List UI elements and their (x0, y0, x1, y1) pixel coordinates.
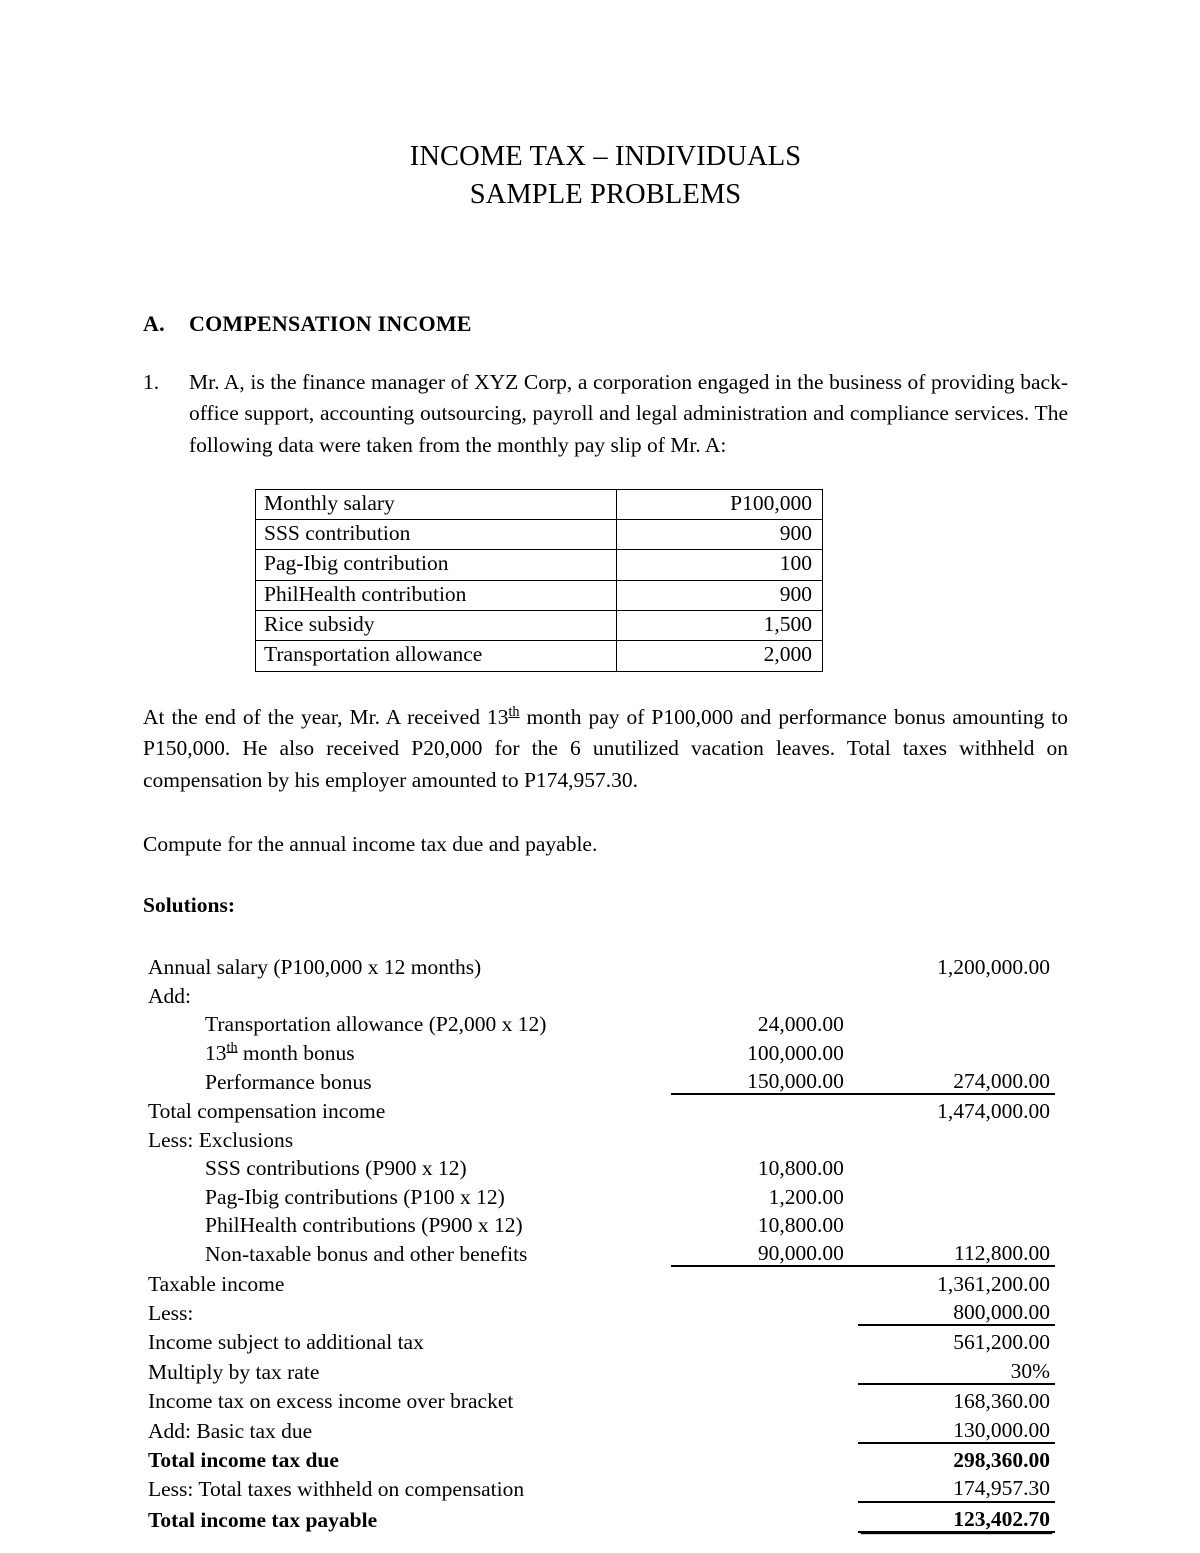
payslip-label: Pag-Ibig contribution (256, 550, 617, 580)
solution-row-label: Less: Exclusions (148, 1127, 294, 1152)
paragraph-compute-instruction: Compute for the annual income tax due and payable. (143, 831, 598, 856)
solution-row-amount (858, 1123, 1055, 1151)
title-line-2: SAMPLE PROBLEMS (469, 178, 742, 210)
problem-text: Mr. A, is the finance manager of XYZ Corp, a corporation engaged in the business of providing back-office support, accounting outsourcing, payroll and legal administration and compliance services. The following data were taken from the monthly pay slip of Mr. A: (189, 369, 1068, 457)
paragraph-year-end (143, 702, 1068, 797)
payslip-label: SSS contribution (256, 519, 617, 549)
solution-row (143, 1296, 1055, 1325)
document-content (143, 138, 1068, 1533)
table-row (256, 489, 823, 519)
solution-row (143, 1123, 1055, 1151)
solution-row-amount: 174,957.30 (858, 1472, 1055, 1501)
solution-row (143, 979, 1055, 1007)
solution-row-subtotal: 1,200.00 (768, 1184, 844, 1209)
solution-row-amount: 168,360.00 (953, 1389, 1050, 1414)
solution-row-subtotal (671, 1296, 858, 1325)
solution-row-subtotal: 90,000.00 (671, 1237, 858, 1266)
solution-row-subtotal: 100,000.00 (747, 1040, 844, 1065)
section-heading-label: COMPENSATION INCOME (189, 310, 472, 336)
solution-row-label: Pag-Ibig contributions (P100 x 12) (205, 1184, 505, 1209)
payslip-label: Rice subsidy (256, 611, 617, 641)
solution-row-label: Total compensation income (148, 1099, 386, 1124)
solution-row-subtotal (671, 951, 858, 979)
solution-row-label: Add: Basic tax due (148, 1418, 313, 1443)
payslip-value: 1,500 (617, 611, 823, 641)
payslip-value: 100 (617, 550, 823, 580)
solution-row-subtotal (671, 1123, 858, 1151)
payslip-value: 2,000 (617, 641, 823, 671)
solution-row-amount (858, 1036, 1055, 1064)
solution-row-label: Transportation allowance (P2,000 x 12) (205, 1012, 547, 1037)
solution-row-label: Non-taxable bonus and other benefits (205, 1242, 528, 1267)
ordinal-suffix-superscript: th (226, 1039, 238, 1056)
solution-row-amount: 130,000.00 (858, 1413, 1055, 1442)
solution-row-amount (858, 1209, 1055, 1237)
solution-row-subtotal (671, 1266, 858, 1295)
solution-row-amount: 274,000.00 (858, 1065, 1055, 1094)
solution-row-label: Less: (148, 1301, 194, 1326)
payslip-label: PhilHealth contribution (256, 580, 617, 610)
solution-row-subtotal (671, 1094, 858, 1123)
payslip-value: 900 (617, 519, 823, 549)
payslip-table (255, 489, 823, 672)
payslip-table-wrapper (143, 489, 1068, 672)
solution-row-subtotal (671, 1413, 858, 1442)
table-row (256, 580, 823, 610)
payslip-table-body (256, 489, 823, 671)
solution-row (143, 1065, 1055, 1094)
solution-row (143, 1502, 1055, 1532)
problem-number: 1. (143, 369, 160, 394)
solution-row (143, 1266, 1055, 1295)
solution-row-label: Income subject to additional tax (148, 1330, 424, 1355)
solution-row-label: Total income tax due (148, 1448, 339, 1473)
paragraph-year-end-part2: month pay of P100,000 and performance bonus amounting to P150,000. He also received P20,000 for the 6 unutilized vacation leaves. Total taxes withheld on compensation by his employer amounted to P174,957.30. (143, 704, 1069, 792)
table-row (256, 611, 823, 641)
section-heading-compensation-income (143, 311, 1068, 337)
solution-row (143, 951, 1055, 979)
solution-row-label: Taxable income (148, 1271, 285, 1296)
solution-row (143, 1413, 1055, 1442)
payslip-label: Monthly salary (256, 489, 617, 519)
problem-item-1 (143, 367, 1068, 462)
solution-row-subtotal: 10,800.00 (757, 1212, 844, 1237)
solution-row-label: Annual salary (P100,000 x 12 months) (148, 955, 482, 980)
solution-row-amount: 1,474,000.00 (937, 1099, 1050, 1124)
solution-row-subtotal (671, 1325, 858, 1354)
ordinal-suffix-superscript: th (508, 703, 520, 720)
solution-row (143, 1209, 1055, 1237)
section-letter: A. (143, 310, 165, 336)
solution-row-label: Less: Total taxes withheld on compensation (148, 1477, 525, 1502)
solution-row-subtotal (671, 1472, 858, 1501)
solution-row (143, 1237, 1055, 1266)
solution-row (143, 1443, 1055, 1472)
solution-row-subtotal: 10,800.00 (757, 1156, 844, 1181)
solution-row-amount: 800,000.00 (858, 1296, 1055, 1325)
solution-row-subtotal: 24,000.00 (757, 1012, 844, 1037)
solution-row-label: PhilHealth contributions (P900 x 12) (205, 1212, 523, 1237)
solution-row-label: SSS contributions (P900 x 12) (205, 1156, 467, 1181)
solution-row-label: Add: (148, 983, 191, 1008)
solution-row-subtotal (671, 1502, 858, 1532)
solution-row-label: 13th month bonus (205, 1039, 355, 1065)
solution-row (143, 1008, 1055, 1036)
solution-row-subtotal (671, 1355, 858, 1384)
solution-row-label-rest: month bonus (237, 1040, 355, 1065)
solution-row (143, 1152, 1055, 1180)
table-row (256, 641, 823, 671)
solution-row-amount: 1,361,200.00 (937, 1271, 1050, 1296)
solution-row-label: Income tax on excess income over bracket (148, 1389, 514, 1414)
solution-row (143, 1036, 1055, 1064)
solution-row-amount: 112,800.00 (858, 1237, 1055, 1266)
solution-computation-body (143, 951, 1055, 1532)
solution-row-amount (858, 1180, 1055, 1208)
solution-row-subtotal (671, 979, 858, 1007)
solution-row (143, 1472, 1055, 1501)
solution-row-amount (858, 1152, 1055, 1180)
solution-row-amount: 1,200,000.00 (937, 955, 1050, 980)
solution-row-amount (858, 979, 1055, 1007)
solution-row-amount: 123,402.70 (858, 1502, 1055, 1532)
solution-row-subtotal (671, 1443, 858, 1472)
solution-row (143, 1325, 1055, 1354)
solution-row-label: Performance bonus (205, 1069, 372, 1094)
solution-row-label: Total income tax payable (148, 1507, 378, 1532)
solutions-heading: Solutions: (143, 893, 236, 918)
solution-row-label: Multiply by tax rate (148, 1359, 320, 1384)
solution-row-subtotal (671, 1384, 858, 1413)
table-row (256, 550, 823, 580)
payslip-label: Transportation allowance (256, 641, 617, 671)
page-title (143, 138, 1068, 214)
payslip-value: 900 (617, 580, 823, 610)
solution-computation-table (143, 951, 1055, 1533)
solution-row (143, 1384, 1055, 1413)
solution-row-amount (858, 1008, 1055, 1036)
solution-row (143, 1355, 1055, 1384)
paragraph-year-end-part1: At the end of the year, Mr. A received 13 (143, 704, 509, 729)
solution-row (143, 1180, 1055, 1208)
payslip-value: P100,000 (617, 489, 823, 519)
solution-row-amount: 561,200.00 (953, 1330, 1050, 1355)
solution-row-amount: 30% (858, 1355, 1055, 1384)
solution-row-subtotal: 150,000.00 (671, 1065, 858, 1094)
solution-row-amount: 298,360.00 (953, 1448, 1050, 1473)
title-line-1: INCOME TAX – INDIVIDUALS (409, 141, 802, 172)
table-row (256, 519, 823, 549)
solution-row (143, 1094, 1055, 1123)
